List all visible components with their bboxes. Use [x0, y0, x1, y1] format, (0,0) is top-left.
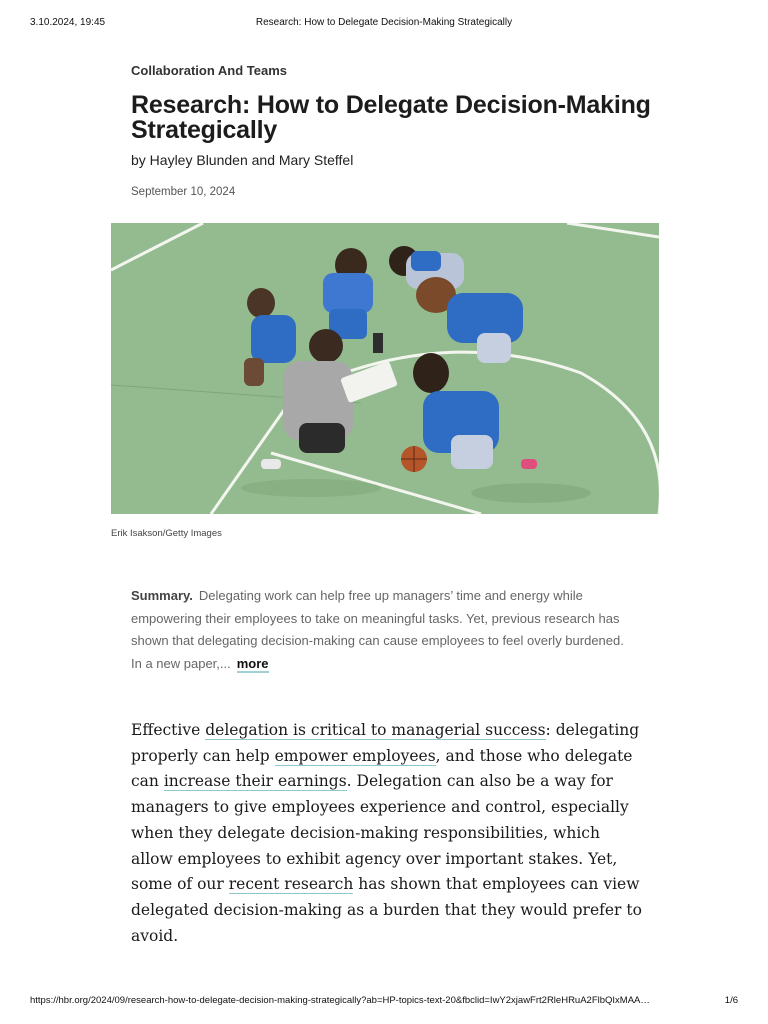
- summary-more-link[interactable]: more: [236, 655, 269, 671]
- body-text-5: has shown that employees can view delegated decision-making as a burden that they would prefer to avoid.: [131, 875, 642, 945]
- summary-label: Summary.: [131, 588, 193, 603]
- topic-link[interactable]: Collaboration And Teams: [131, 63, 288, 78]
- link-increase-earnings[interactable]: increase their earnings: [163, 772, 347, 791]
- summary-text: Delegating work can help free up managers’ time and energy while empowering their employees to take on meaningful tasks. Yet, previous research has shown that delegating decision-making can cause employees to feel overly burdened. In a new paper,...: [131, 588, 624, 671]
- print-doc-title: Research: How to Delegate Decision-Making Strategically: [255, 17, 513, 28]
- print-header: [30, 17, 738, 31]
- body-text-3: , and those who delegate can: [131, 746, 633, 791]
- summary: [131, 585, 631, 675]
- print-url: https://hbr.org/2024/09/research-how-to-delegate-decision-making-strategically?ab=HP-topics-text-20&fbclid=IwY2xjawFrt2RleHRuA2FlbQIxMAA…: [30, 995, 650, 1006]
- hero-image: [111, 223, 659, 514]
- body-text-4: . Delegation can also be a way for managers to give employees experience and control, especially when they delegate decision-making responsibilities, which allow employees to exhibit agency over important stakes. Yet, some of our: [131, 772, 629, 894]
- article-body-paragraph: [131, 718, 643, 949]
- byline: by Hayley Blunden and Mary Steffel: [131, 152, 354, 168]
- publish-date: September 10, 2024: [131, 186, 236, 198]
- image-credit: Erik Isakson/Getty Images: [111, 528, 222, 539]
- body-text-1: Effective: [131, 721, 206, 739]
- link-empower-employees[interactable]: empower employees: [274, 746, 436, 765]
- body-text-2: : delegating properly can help: [131, 721, 640, 765]
- page-number: 1/6: [724, 995, 738, 1006]
- print-datetime: 3.10.2024, 19:45: [30, 17, 106, 28]
- article-title: Research: How to Delegate Decision-Making Strategically: [131, 91, 651, 144]
- link-delegation-critical[interactable]: delegation is critical to managerial success: [205, 721, 546, 739]
- print-footer: [30, 995, 738, 1009]
- link-recent-research[interactable]: recent research: [228, 875, 354, 894]
